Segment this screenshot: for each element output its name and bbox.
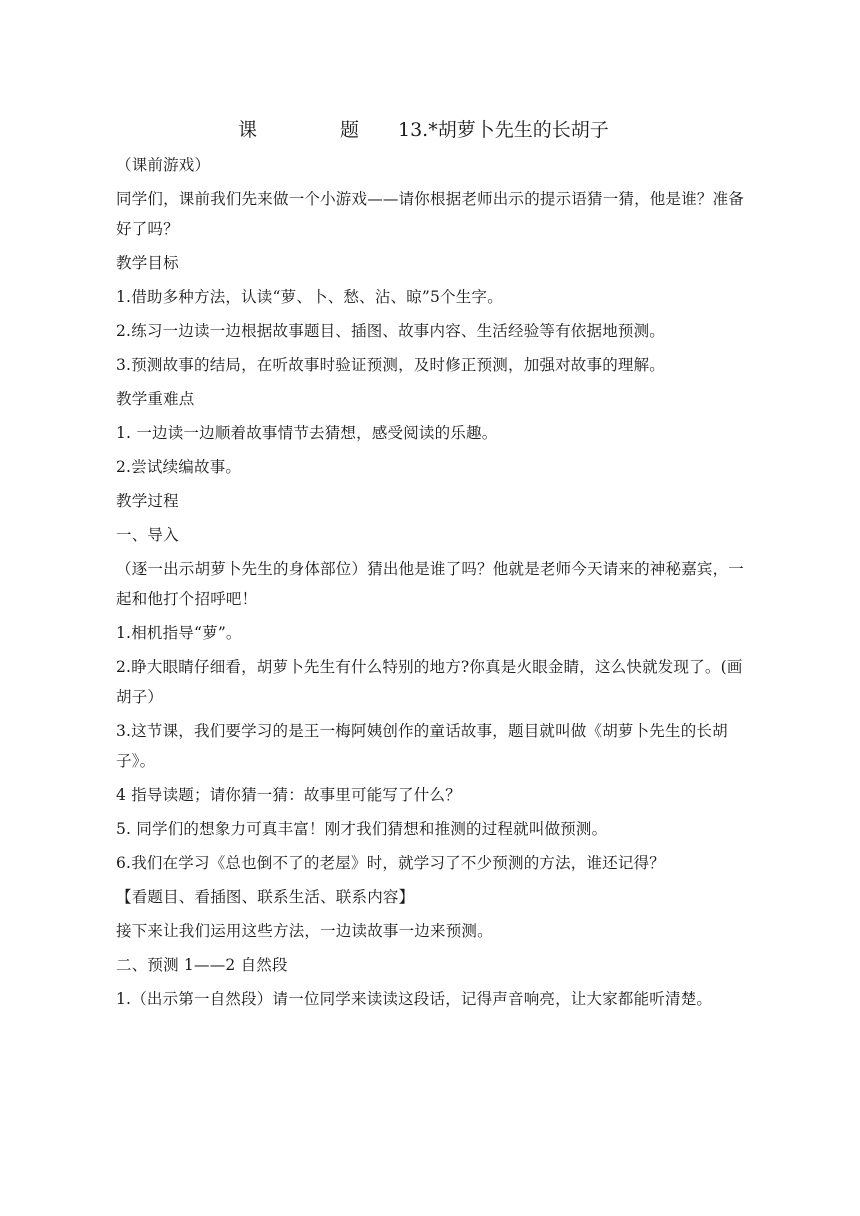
document-body — [116, 150, 744, 1014]
heading-objectives: 教学目标 — [116, 254, 179, 272]
process-step: 1.相机指导“萝”。 — [116, 624, 242, 642]
process-step: 3.这节课，我们要学习的是王一梅阿姨创作的童话故事，题目就叫做《胡萝卜先生的长胡子》。 — [116, 722, 728, 770]
paragraph-intro: 同学们，课前我们先来做一个小游戏——请你根据老师出示的提示语猜一猜，他是谁？准备好了吗？ — [116, 190, 745, 238]
title-text: 13.*胡萝卜先生的长胡子 — [398, 119, 609, 141]
paragraph-pregame: （课前游戏） — [116, 156, 211, 174]
objective-item: 2.练习一边读一边根据故事题目、插图、故事内容、生活经验等有依据地预测。 — [116, 322, 665, 340]
lesson-title — [0, 114, 860, 146]
key-point-item: 2.尝试续编故事。 — [116, 458, 242, 476]
section-heading-intro: 一、导入 — [116, 526, 179, 544]
process-step: 5. 同学们的想象力可真丰富！刚才我们猜想和推测的过程就叫做预测。 — [116, 820, 608, 838]
title-label-ke: 课 — [238, 119, 258, 141]
key-point-item: 1. 一边读一边顺着故事情节去猜想，感受阅读的乐趣。 — [116, 424, 498, 442]
objective-item: 3.预测故事的结局，在听故事时验证预测，及时修正预测，加强对故事的理解。 — [116, 356, 665, 374]
section-heading-predict: 二、预测 1——2 自然段 — [116, 956, 288, 974]
objective-item: 1.借助多种方法，认读“萝、卜、愁、沾、晾”5个生字。 — [116, 288, 503, 306]
methods-summary: 【看题目、看插图、联系生活、联系内容】 — [116, 888, 415, 906]
process-step: 4 指导读题；请你猜一猜：故事里可能写了什么？ — [116, 786, 461, 804]
process-step: 6.我们在学习《总也倒不了的老屋》时，就学习了不少预测的方法，谁还记得？ — [116, 854, 665, 872]
heading-process: 教学过程 — [116, 492, 179, 510]
title-label-ti: 题 — [340, 119, 360, 141]
process-paragraph: （逐一出示胡萝卜先生的身体部位）猜出他是谁了吗？他就是老师今天请来的神秘嘉宾，一起和他打个招呼吧！ — [116, 560, 745, 608]
heading-key-points: 教学重难点 — [116, 390, 195, 408]
process-paragraph: 接下来让我们运用这些方法，一边读故事一边来预测。 — [116, 922, 493, 940]
process-step: 2.睁大眼睛仔细看，胡萝卜先生有什么特别的地方?你真是火眼金睛，这么快就发现了。(画胡子） — [116, 658, 743, 706]
process-step: 1.（出示第一自然段）请一位同学来读读这段话，记得声音响亮，让大家都能听清楚。 — [116, 990, 713, 1008]
